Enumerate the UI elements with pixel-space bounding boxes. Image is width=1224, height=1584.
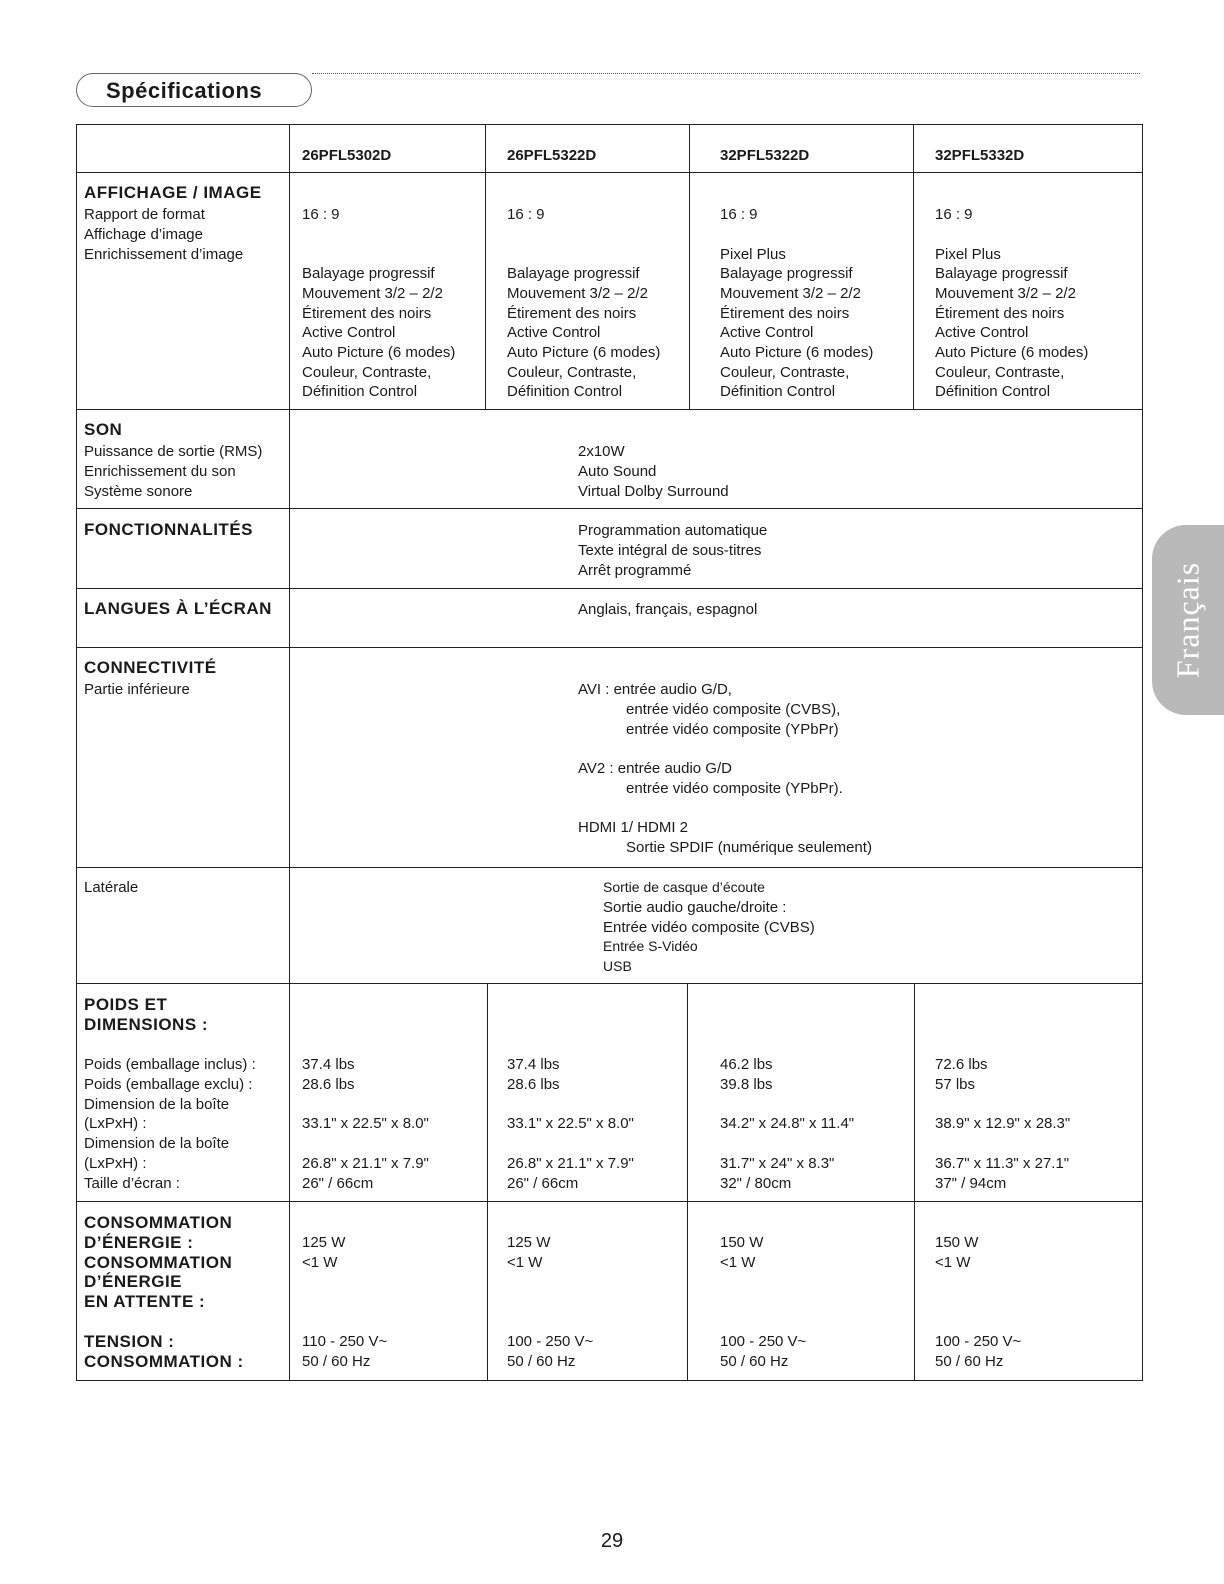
screen-size: 37" / 94cm bbox=[935, 1175, 1007, 1192]
box-dimensions: 33.1" x 22.5" x 8.0" bbox=[302, 1115, 429, 1132]
weight-incl: 37.4 lbs bbox=[507, 1056, 560, 1073]
spec-label: Affichage d’image bbox=[84, 226, 203, 243]
feature: Active Control bbox=[507, 324, 601, 341]
aspect-ratio: 16 : 9 bbox=[720, 206, 758, 223]
weight-excl: 28.6 lbs bbox=[507, 1076, 560, 1093]
av1-input: AVI : entrée audio G/D, bbox=[578, 681, 732, 698]
feature: Balayage progressif bbox=[720, 265, 853, 282]
set-dimensions: 26.8" x 21.1" x 7.9" bbox=[507, 1155, 634, 1172]
screen-size: 26" / 66cm bbox=[302, 1175, 374, 1192]
frequency: 50 / 60 Hz bbox=[302, 1353, 371, 1370]
weight-incl: 72.6 lbs bbox=[935, 1056, 988, 1073]
connectivite-heading: CONNECTIVITÉ bbox=[84, 658, 217, 677]
voltage: 100 - 250 V~ bbox=[935, 1333, 1022, 1350]
standby-consumption: <1 W bbox=[720, 1254, 756, 1271]
spec-label: Système sonore bbox=[84, 483, 193, 500]
spec-value: Entrée vidéo composite (CVBS) bbox=[603, 919, 815, 936]
hdmi-sub: Sortie SPDIF (numérique seulement) bbox=[626, 839, 872, 856]
spec-label: Taille d’écran : bbox=[84, 1175, 180, 1192]
feature: Définition Control bbox=[935, 383, 1051, 400]
set-dimensions: 31.7" x 24" x 8.3" bbox=[720, 1155, 835, 1172]
language-tab-label: Français bbox=[1169, 561, 1206, 679]
voltage: 100 - 250 V~ bbox=[720, 1333, 807, 1350]
spec-value: Virtual Dolby Surround bbox=[578, 483, 729, 500]
row-divider bbox=[76, 409, 1143, 410]
box-dimensions: 38.9" x 12.9" x 28.3" bbox=[935, 1115, 1071, 1132]
spec-value: Entrée S-Vidéo bbox=[603, 938, 698, 954]
header-rule bbox=[312, 73, 1140, 74]
feature: Active Control bbox=[720, 324, 814, 341]
table-border-top bbox=[76, 124, 1143, 125]
table-border-right bbox=[1142, 124, 1143, 1381]
spec-label: (LxPxH) : bbox=[84, 1155, 147, 1172]
row-divider bbox=[76, 867, 1143, 868]
av2-sub: entrée vidéo composite (YPbPr). bbox=[626, 780, 843, 797]
weight-excl: 57 lbs bbox=[935, 1076, 976, 1093]
spec-value: 2x10W bbox=[578, 443, 625, 460]
feature: Définition Control bbox=[720, 383, 836, 400]
av1-sub: entrée vidéo composite (CVBS), bbox=[626, 701, 841, 718]
son-heading: SON bbox=[84, 420, 123, 439]
feature: Auto Picture (6 modes) bbox=[720, 344, 874, 361]
model-header-3: 32PFL5322D bbox=[720, 147, 810, 164]
row-divider bbox=[76, 647, 1143, 648]
spec-value: USB bbox=[603, 958, 632, 974]
spec-value: Arrêt programmé bbox=[578, 562, 692, 579]
feature: Mouvement 3/2 – 2/2 bbox=[302, 285, 443, 302]
feature: Auto Picture (6 modes) bbox=[507, 344, 661, 361]
table-divider-label bbox=[289, 124, 290, 1381]
av2-input: AV2 : entrée audio G/D bbox=[578, 760, 732, 777]
feature: Mouvement 3/2 – 2/2 bbox=[935, 285, 1076, 302]
box-dimensions: 34.2" x 24.8" x 11.4" bbox=[720, 1115, 855, 1132]
feature: Active Control bbox=[302, 324, 396, 341]
spec-label: Enrichissement du son bbox=[84, 463, 236, 480]
spec-label: Latérale bbox=[84, 879, 139, 896]
set-dimensions: 26.8" x 21.1" x 7.9" bbox=[302, 1155, 429, 1172]
page-number: 29 bbox=[600, 1530, 624, 1552]
model-header-2: 26PFL5322D bbox=[507, 147, 597, 164]
language-tab bbox=[1152, 525, 1224, 715]
affichage-heading: AFFICHAGE / IMAGE bbox=[84, 183, 262, 202]
spec-label: Poids (emballage inclus) : bbox=[84, 1056, 256, 1073]
feature: Couleur, Contraste, bbox=[507, 364, 637, 381]
feature: Balayage progressif bbox=[507, 265, 640, 282]
feature: Mouvement 3/2 – 2/2 bbox=[507, 285, 648, 302]
model-header-1: 26PFL5302D bbox=[302, 147, 392, 164]
feature: Active Control bbox=[935, 324, 1029, 341]
table-border-left bbox=[76, 124, 77, 1381]
spec-label: Enrichissement d’image bbox=[84, 246, 244, 263]
feature: Étirement des noirs bbox=[720, 305, 850, 322]
weight-incl: 37.4 lbs bbox=[302, 1056, 355, 1073]
fonctionnalites-heading: FONCTIONNALITÉS bbox=[84, 520, 253, 539]
power-consumption: 150 W bbox=[935, 1234, 979, 1251]
feature: Étirement des noirs bbox=[935, 305, 1065, 322]
spec-label: (LxPxH) : bbox=[84, 1115, 147, 1132]
spec-value: Sortie audio gauche/droite : bbox=[603, 899, 787, 916]
spec-label: Dimension de la boîte bbox=[84, 1135, 230, 1152]
feature: Étirement des noirs bbox=[507, 305, 637, 322]
standby-consumption: <1 W bbox=[935, 1254, 971, 1271]
col-divider bbox=[487, 983, 488, 1380]
av1-sub: entrée vidéo composite (YPbPr) bbox=[626, 721, 839, 738]
spec-value: Programmation automatique bbox=[578, 522, 768, 539]
pixel-plus: Pixel Plus bbox=[935, 246, 1001, 263]
power-consumption: 150 W bbox=[720, 1234, 764, 1251]
feature: Auto Picture (6 modes) bbox=[302, 344, 456, 361]
set-dimensions: 36.7" x 11.3" x 27.1" bbox=[935, 1155, 1070, 1172]
weight-excl: 39.8 lbs bbox=[720, 1076, 773, 1093]
hdmi-input: HDMI 1/ HDMI 2 bbox=[578, 819, 689, 836]
voltage: 110 - 250 V~ bbox=[302, 1333, 388, 1350]
conso-heading: CONSOMMATION bbox=[84, 1213, 233, 1232]
feature: Couleur, Contraste, bbox=[302, 364, 432, 381]
feature: Couleur, Contraste, bbox=[935, 364, 1065, 381]
spec-value: Sortie de casque d’écoute bbox=[603, 879, 765, 895]
row-divider bbox=[76, 588, 1143, 589]
feature: Mouvement 3/2 – 2/2 bbox=[720, 285, 861, 302]
frequency: 50 / 60 Hz bbox=[720, 1353, 789, 1370]
aspect-ratio: 16 : 9 bbox=[302, 206, 340, 223]
col-divider bbox=[689, 124, 690, 409]
feature: Définition Control bbox=[302, 383, 418, 400]
conso-heading: D’ÉNERGIE : bbox=[84, 1233, 194, 1252]
tension-heading: TENSION : bbox=[84, 1332, 175, 1351]
feature: Balayage progressif bbox=[935, 265, 1068, 282]
feature: Auto Picture (6 modes) bbox=[935, 344, 1089, 361]
aspect-ratio: 16 : 9 bbox=[507, 206, 545, 223]
power-consumption: 125 W bbox=[302, 1234, 346, 1251]
row-divider bbox=[76, 983, 1143, 984]
row-divider bbox=[76, 508, 1143, 509]
spec-value: Texte intégral de sous-titres bbox=[578, 542, 762, 559]
feature: Couleur, Contraste, bbox=[720, 364, 850, 381]
row-divider bbox=[76, 1201, 1143, 1202]
section-title: Spécifications bbox=[106, 78, 263, 103]
frequency: 50 / 60 Hz bbox=[507, 1353, 576, 1370]
aspect-ratio: 16 : 9 bbox=[935, 206, 973, 223]
poids-heading: DIMENSIONS : bbox=[84, 1015, 209, 1034]
tension-heading: CONSOMMATION : bbox=[84, 1352, 244, 1371]
screen-size: 32" / 80cm bbox=[720, 1175, 792, 1192]
feature: Balayage progressif bbox=[302, 265, 435, 282]
row-divider bbox=[76, 172, 1143, 173]
spec-value: Anglais, français, espagnol bbox=[578, 601, 758, 618]
screen-size: 26" / 66cm bbox=[507, 1175, 579, 1192]
spec-label: Rapport de format bbox=[84, 206, 205, 223]
table-border-bottom bbox=[76, 1380, 1143, 1381]
col-divider bbox=[914, 983, 915, 1380]
col-divider bbox=[485, 124, 486, 409]
weight-incl: 46.2 lbs bbox=[720, 1056, 773, 1073]
feature: Étirement des noirs bbox=[302, 305, 432, 322]
col-divider bbox=[687, 983, 688, 1380]
langues-heading: LANGUES À L’ÉCRAN bbox=[84, 599, 272, 618]
spec-label: Puissance de sortie (RMS) bbox=[84, 443, 263, 460]
conso-heading: CONSOMMATION bbox=[84, 1253, 233, 1272]
feature: Définition Control bbox=[507, 383, 623, 400]
standby-consumption: <1 W bbox=[302, 1254, 338, 1271]
frequency: 50 / 60 Hz bbox=[935, 1353, 1004, 1370]
voltage: 100 - 250 V~ bbox=[507, 1333, 594, 1350]
pixel-plus: Pixel Plus bbox=[720, 246, 786, 263]
poids-heading: POIDS ET bbox=[84, 995, 168, 1014]
power-consumption: 125 W bbox=[507, 1234, 551, 1251]
conso-heading: EN ATTENTE : bbox=[84, 1292, 206, 1311]
spec-label: Poids (emballage exclu) : bbox=[84, 1076, 253, 1093]
spec-label: Partie inférieure bbox=[84, 681, 190, 698]
conso-heading: D’ÉNERGIE bbox=[84, 1272, 183, 1291]
col-divider bbox=[913, 124, 914, 409]
weight-excl: 28.6 lbs bbox=[302, 1076, 355, 1093]
spec-label: Dimension de la boîte bbox=[84, 1096, 230, 1113]
model-header-4: 32PFL5332D bbox=[935, 147, 1025, 164]
box-dimensions: 33.1" x 22.5" x 8.0" bbox=[507, 1115, 634, 1132]
standby-consumption: <1 W bbox=[507, 1254, 543, 1271]
spec-value: Auto Sound bbox=[578, 463, 657, 480]
